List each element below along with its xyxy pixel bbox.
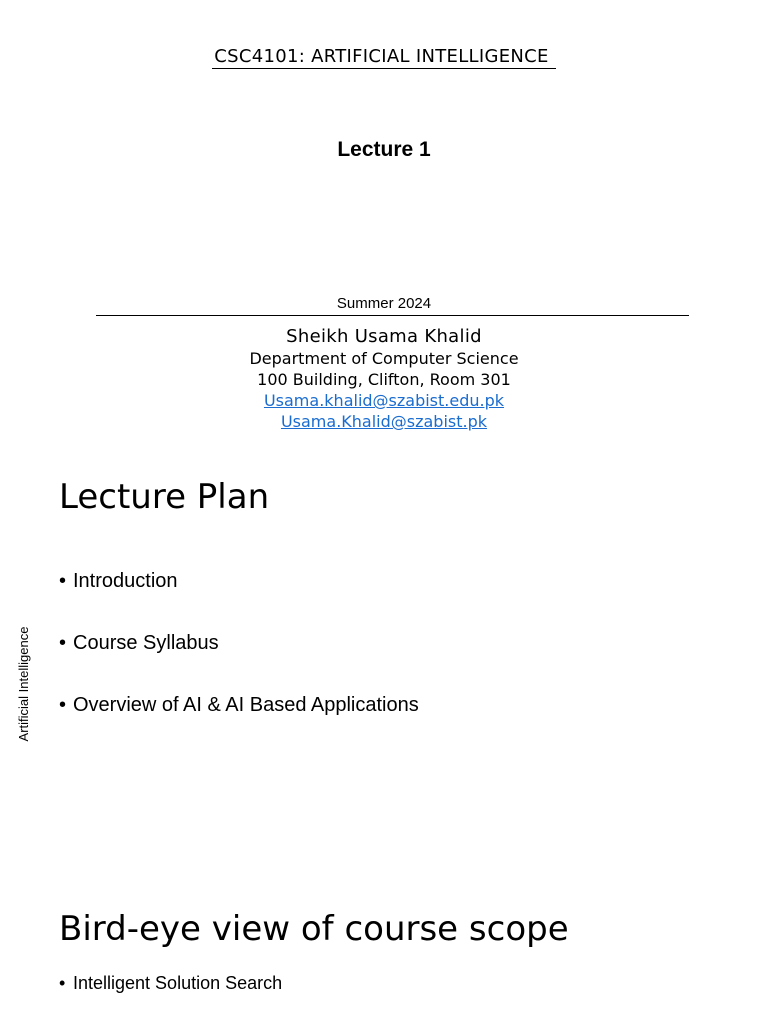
course-title-text: CSC4101: ARTIFICIAL INTELLIGENCE xyxy=(212,46,555,69)
bullet-icon: • xyxy=(59,973,66,993)
list-item-label: Course Syllabus xyxy=(73,632,219,654)
lecture-plan-list xyxy=(59,570,419,756)
course-title xyxy=(0,46,768,69)
title-divider xyxy=(96,315,689,316)
bullet-icon: • xyxy=(59,570,67,592)
bullet-icon: • xyxy=(59,694,67,716)
list-item-label: Intelligent Solution Search xyxy=(73,973,283,993)
department: Department of Computer Science xyxy=(249,349,519,368)
list-item xyxy=(59,973,282,994)
email-link-primary[interactable]: Usama.khalid@szabist.edu.pk xyxy=(263,391,505,410)
list-item-label: Overview of AI & AI Based Applications xyxy=(73,694,419,716)
list-item xyxy=(59,632,419,694)
side-label-text: Artificial Intelligence xyxy=(16,626,31,742)
lecture-plan-heading: Lecture Plan xyxy=(59,477,270,517)
list-item xyxy=(59,694,419,756)
course-scope-list xyxy=(59,973,282,994)
bullet-icon: • xyxy=(59,632,67,654)
course-scope-heading: Bird-eye view of course scope xyxy=(59,909,569,949)
lecture-title: Lecture 1 xyxy=(337,138,431,161)
author-name: Sheikh Usama Khalid xyxy=(286,326,482,347)
email-link-secondary[interactable]: Usama.Khalid@szabist.pk xyxy=(280,412,488,431)
contact-block xyxy=(0,325,768,432)
address: 100 Building, Clifton, Room 301 xyxy=(257,370,511,389)
side-label xyxy=(6,626,42,742)
term-label: Summer 2024 xyxy=(336,295,432,312)
list-item xyxy=(59,570,419,632)
list-item-label: Introduction xyxy=(73,570,178,592)
